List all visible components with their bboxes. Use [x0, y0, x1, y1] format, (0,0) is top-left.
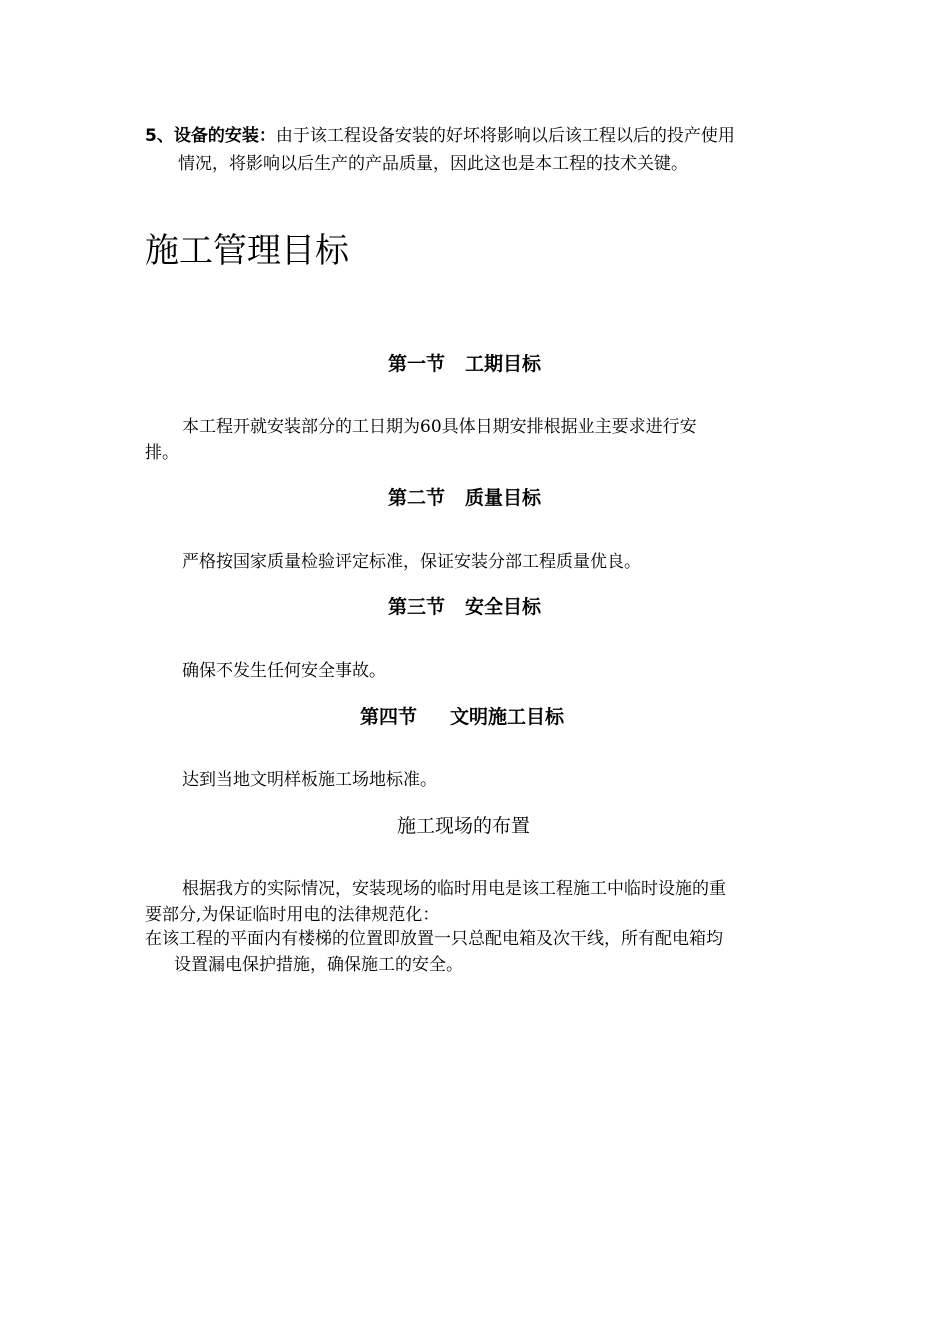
- section-3-body: 确保不发生任何安全事故。: [182, 661, 386, 681]
- section-4-body: 达到当地文明样板施工场地标准。: [182, 770, 437, 790]
- site-layout-para1-line1: 根据我方的实际情况，安装现场的临时用电是该工程施工中临时设施的重: [182, 879, 726, 899]
- site-layout-heading: 施工现场的布置: [397, 815, 531, 837]
- section-3-title: 安全目标: [465, 596, 542, 618]
- site-layout-para2-line2: 设置漏电保护措施，确保施工的安全。: [174, 955, 463, 975]
- section-4-number: 第四节: [360, 706, 418, 728]
- section-2-body: 严格按国家质量检验评定标准，保证安装分部工程质量优良。: [182, 552, 641, 572]
- section-1-body-line2: 排。: [145, 443, 179, 463]
- section-1-title: 工期目标: [465, 353, 542, 375]
- section-4-title: 文明施工目标: [450, 706, 565, 728]
- site-layout-para2-line1: 在该工程的平面内有楼梯的位置即放置一只总配电箱及次干线，所有配电箱均: [145, 929, 723, 949]
- item5-line1: [145, 124, 735, 148]
- page-title: 施工管理目标: [145, 231, 349, 271]
- section-1-body-line1: 本工程开就安装部分的工日期为60具体日期安排根据业主要求进行安: [182, 417, 697, 437]
- section-1-heading: [388, 351, 541, 377]
- item5-text-line2: 情况，将影响以后生产的产品质量，因此这也是本工程的技术关键。: [178, 154, 688, 174]
- item5-text-line1: 由于该工程设备安装的好坏将影响以后该工程以后的投产使用: [275, 126, 735, 146]
- section-2-heading: [388, 485, 541, 511]
- section-3-heading: [388, 594, 541, 620]
- section-3-number: 第三节: [388, 596, 446, 618]
- section-2-number: 第二节: [388, 487, 446, 509]
- section-4-heading: [360, 704, 564, 730]
- section-1-number: 第一节: [388, 353, 446, 375]
- site-layout-para1-line2: 要部分,为保证临时用电的法律规范化：: [145, 905, 440, 925]
- section-2-title: 质量目标: [465, 487, 542, 509]
- item5-prefix: 5、设备的安装：: [145, 126, 276, 146]
